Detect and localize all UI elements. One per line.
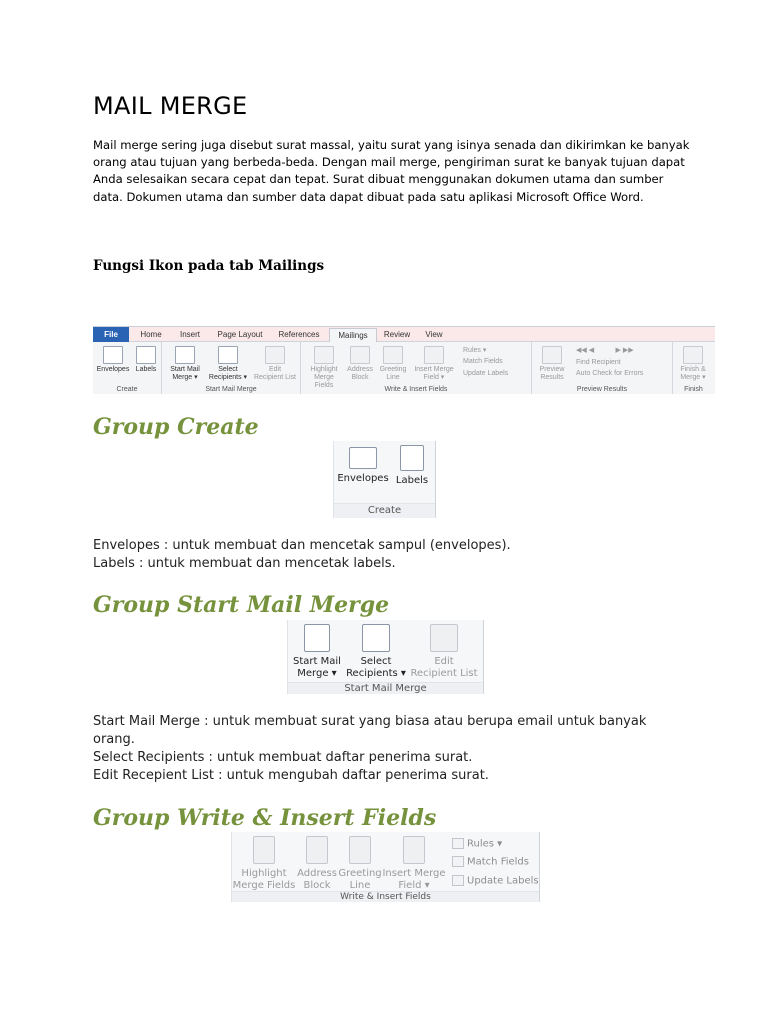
- create-group-label: Create: [334, 503, 435, 518]
- edit-list-icon: [430, 624, 458, 652]
- label-line: Results: [540, 374, 564, 381]
- label-line: Highlight: [241, 868, 287, 879]
- insert-field-icon: [403, 836, 425, 864]
- label-line: Merge Fields: [314, 374, 334, 389]
- ribbon-rules-button[interactable]: Rules ▾: [463, 347, 487, 354]
- ribbon-preview-results-button[interactable]: [536, 346, 568, 382]
- label-line: Block: [303, 880, 331, 891]
- ribbon-group-finish: [673, 342, 714, 394]
- label-line: Merge ▾: [172, 374, 198, 381]
- insert-merge-field-button[interactable]: [382, 836, 446, 892]
- ribbon-group-label: Preview Results: [576, 386, 628, 393]
- label-line: Finish &: [680, 366, 706, 373]
- tab-view[interactable]: View: [425, 330, 443, 339]
- label-line: Select: [218, 366, 238, 373]
- rules-button[interactable]: [452, 838, 502, 850]
- desc-line: Envelopes : untuk membuat dan mencetak sampul (envelopes).: [93, 538, 511, 553]
- recipients-icon: [362, 624, 390, 652]
- tab-references[interactable]: References: [278, 330, 320, 339]
- label-line: Merge Fields: [232, 880, 296, 891]
- rules-label: Rules ▾: [467, 838, 503, 850]
- desc-line: Select Recipients : untuk membuat daftar penerima surat.: [93, 750, 473, 765]
- labels-button[interactable]: [392, 445, 432, 487]
- record-nav-arrows[interactable]: ◀◀ ◀ ▶ ▶▶: [576, 347, 634, 354]
- label-line: Recipients ▾: [346, 668, 406, 679]
- start-mail-merge-button[interactable]: [288, 624, 346, 680]
- recipients-icon: [218, 346, 238, 364]
- start-mail-merge-group-label: Start Mail Merge: [288, 682, 483, 694]
- update-labels-button[interactable]: [452, 875, 539, 887]
- preview-icon: [542, 346, 562, 364]
- create-description: [93, 537, 511, 573]
- label-line: Recipients ▾: [208, 374, 248, 381]
- label-line: Field ▾: [423, 374, 445, 381]
- label-line: Line: [386, 374, 400, 381]
- desc-line: orang.: [93, 732, 135, 747]
- update-labels-label: Update Labels: [467, 875, 539, 887]
- label-line: Edit: [434, 656, 454, 667]
- envelope-icon: [103, 346, 123, 364]
- ribbon-start-mail-merge-button[interactable]: [166, 346, 204, 382]
- envelope-icon: [349, 447, 377, 469]
- label-line: Line: [349, 880, 371, 891]
- tab-file[interactable]: File: [93, 327, 129, 342]
- label-line: Select: [360, 656, 392, 667]
- ribbon-labels-label: Labels: [135, 366, 157, 373]
- ribbon-greeting-line-button[interactable]: [377, 346, 409, 382]
- label-line: Block: [351, 374, 369, 381]
- edit-recipient-list-button[interactable]: [406, 624, 482, 680]
- desc-line: Start Mail Merge : untuk membuat surat yang biasa atau berupa email untuk banyak: [93, 714, 647, 729]
- label-line: Highlight: [310, 366, 338, 373]
- tab-home[interactable]: Home: [140, 330, 162, 339]
- ribbon-find-recipient-button[interactable]: Find Recipient: [576, 359, 621, 366]
- finish-merge-icon: [683, 346, 703, 364]
- address-block-icon: [306, 836, 328, 864]
- label-line: Recipient List: [410, 668, 478, 679]
- tab-page-layout[interactable]: Page Layout: [217, 330, 263, 339]
- match-fields-label: Match Fields: [467, 856, 529, 868]
- subheading: Fungsi Ikon pada tab Mailings: [93, 258, 325, 274]
- label-line: Preview: [539, 366, 565, 373]
- desc-line: Edit Recepient List : untuk mengubah daftar penerima surat.: [93, 768, 489, 783]
- label-line: Address: [347, 366, 373, 373]
- greeting-line-icon: [383, 346, 403, 364]
- labels-icon: [400, 445, 424, 471]
- mailings-ribbon: [93, 326, 715, 394]
- ribbon-group-start-mail-merge: [162, 342, 301, 394]
- write-insert-group-label: Write & Insert Fields: [232, 891, 539, 902]
- group-start-mail-merge-heading: Group Start Mail Merge: [93, 592, 390, 618]
- start-mail-merge-icon: [304, 624, 330, 652]
- page-title: MAIL MERGE: [93, 92, 248, 120]
- ribbon-finish-merge-button[interactable]: [675, 346, 711, 382]
- labels-label: Labels: [395, 475, 429, 486]
- group-write-insert-heading: Group Write & Insert Fields: [93, 805, 437, 831]
- label-line: Insert Merge: [414, 366, 454, 373]
- envelopes-label: Envelopes: [337, 473, 389, 484]
- ribbon-select-recipients-button[interactable]: [206, 346, 250, 382]
- highlight-merge-fields-button[interactable]: [232, 836, 296, 892]
- ribbon-group-label: Write & Insert Fields: [384, 386, 448, 393]
- create-group-panel: [333, 441, 436, 518]
- ribbon-group-create: [93, 342, 162, 394]
- ribbon-group-write-insert: [301, 342, 532, 394]
- edit-list-icon: [265, 346, 285, 364]
- tab-mailings[interactable]: Mailings: [329, 328, 377, 342]
- intro-paragraph: [93, 137, 693, 206]
- label-line: Greeting: [338, 868, 382, 879]
- write-insert-fields-panel: [231, 832, 540, 902]
- ribbon-group-label: Finish: [684, 386, 703, 393]
- labels-icon: [136, 346, 156, 364]
- ribbon-labels-button[interactable]: [133, 346, 159, 374]
- greeting-line-icon: [349, 836, 371, 864]
- start-mail-merge-description: [93, 713, 646, 785]
- label-line: Edit: [268, 366, 282, 373]
- intro-line: Anda selesaikan secara cepat dan tepat. Surat dibuat menggunakan dokumen utama dan sumber: [93, 172, 664, 187]
- ribbon-edit-recipient-list-button[interactable]: [252, 346, 298, 382]
- address-block-button[interactable]: [296, 836, 338, 892]
- ribbon-highlight-merge-fields-button[interactable]: [305, 346, 343, 390]
- ribbon-group-label: Create: [116, 386, 138, 393]
- insert-field-icon: [424, 346, 444, 364]
- ribbon-envelopes-label: Envelopes: [96, 366, 130, 373]
- match-fields-button[interactable]: [452, 856, 529, 868]
- ribbon-group-preview: [532, 342, 673, 394]
- intro-line: orang atau tujuan yang berbeda-beda. Dengan mail merge, pengiriman surat ke banyak tujuan dapat: [93, 155, 685, 170]
- ribbon-update-labels-button[interactable]: Update Labels: [463, 370, 509, 377]
- label-line: Start Mail: [170, 366, 200, 373]
- label-line: Field ▾: [398, 880, 430, 891]
- start-mail-merge-icon: [175, 346, 195, 364]
- intro-line: Mail merge sering juga disebut surat massal, yaitu surat yang isinya senada dan dikirimkan ke banyak: [93, 138, 690, 152]
- select-recipients-button[interactable]: [346, 624, 406, 680]
- match-fields-icon: [452, 856, 464, 867]
- ribbon-tab-bar: [93, 327, 715, 342]
- tab-insert[interactable]: Insert: [179, 330, 200, 339]
- update-labels-icon: [452, 875, 464, 886]
- label-line: Merge ▾: [297, 668, 337, 679]
- rules-icon: [452, 838, 464, 849]
- ribbon-group-label: Start Mail Merge: [205, 386, 257, 393]
- address-block-icon: [350, 346, 370, 364]
- label-line: Insert Merge: [382, 868, 446, 879]
- intro-line: data. Dokumen utama dan sumber data dapat dibuat pada satu aplikasi Microsoft Office Word.: [93, 189, 644, 204]
- highlight-fields-icon: [253, 836, 275, 864]
- label-line: Start Mail: [293, 656, 341, 667]
- highlight-fields-icon: [314, 346, 334, 364]
- ribbon-address-block-button[interactable]: [345, 346, 375, 382]
- start-mail-merge-panel: [287, 620, 484, 694]
- greeting-line-button[interactable]: [338, 836, 382, 892]
- ribbon-envelopes-button[interactable]: [95, 346, 131, 374]
- label-line: Address: [297, 868, 337, 879]
- ribbon-insert-merge-field-button[interactable]: [411, 346, 457, 382]
- tab-review[interactable]: Review: [383, 330, 411, 339]
- ribbon-match-fields-button[interactable]: Match Fields: [463, 358, 503, 365]
- label-line: Greeting: [379, 366, 407, 373]
- label-line: Recipient List: [253, 374, 297, 381]
- group-create-heading: Group Create: [93, 414, 259, 440]
- desc-line: Labels : untuk membuat dan mencetak labels.: [93, 556, 396, 571]
- label-line: Merge ▾: [680, 374, 706, 381]
- ribbon-auto-check-button[interactable]: Auto Check for Errors: [576, 370, 644, 377]
- envelopes-button[interactable]: [335, 447, 391, 485]
